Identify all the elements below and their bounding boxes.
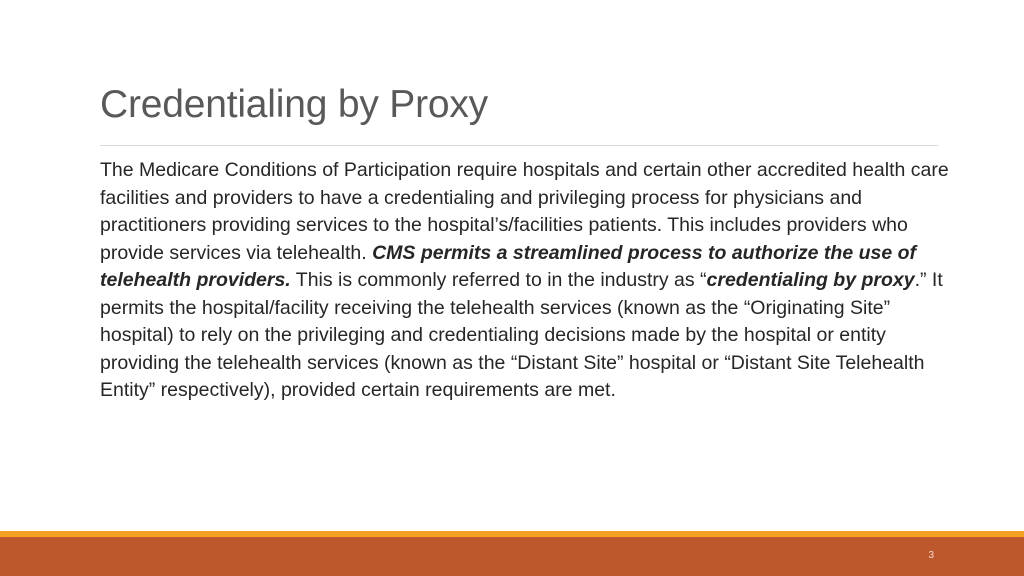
body-text-part-1: The Medicare Conditions of Participation require hospitals and certain other accredited health care facilities and providers to have a credentialing and privileging process for physicians and practitioners providing services to the hospital’s/facilities patients. This includes providers who provide services via telehealth. [100,159,949,264]
body-text-part-3: .” It permits the hospital/facility receiving the telehealth services (known as the “Originating Site” hospital) to rely on the privileging and credentialing decisions made by the hospital or entity providing the telehealth services (known as the “Distant Site” hospital or “Distant Site Telehealth Entity” respectively), provided certain requirements are met. [100,269,943,401]
body-text-part-2: This is commonly referred to in the industry as “ [290,269,707,291]
body-paragraph [100,157,950,405]
slide-body [100,157,950,405]
body-emphasis-cms-streamlined: CMS permits a streamlined process to authorize the use of telehealth providers. [100,241,917,291]
footer-band [0,537,1024,576]
page-number: 3 [928,550,934,561]
body-emphasis-credentialing-by-proxy: credentialing by proxy [706,269,915,291]
title-divider [100,145,938,146]
slide-title: Credentialing by Proxy [100,83,488,126]
